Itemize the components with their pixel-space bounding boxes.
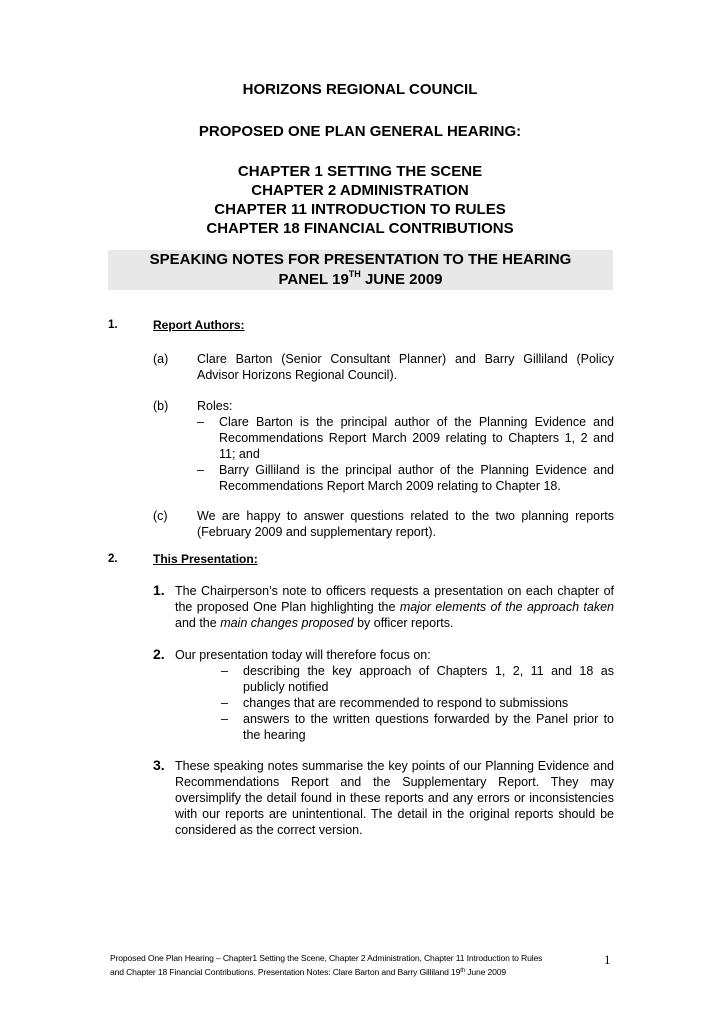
item-b-label: (b) xyxy=(153,399,169,413)
section-2-number: 2. xyxy=(108,553,118,565)
item-c-text: We are happy to answer questions related to the two planning reports (February 2009 and supplementary report). xyxy=(197,509,614,539)
section-1-title: Report Authors: xyxy=(153,318,245,332)
speaking-notes-banner xyxy=(108,250,613,290)
chapter-title-1: CHAPTER 1 SETTING THE SCENE xyxy=(237,163,483,180)
list-item: – changes that are recommended to respond to submissions xyxy=(221,696,569,710)
footer-line-2: and Chapter 18 Financial Contributions. Presentation Notes: Clare Barton and Barry Gilliland 19th June 2009 xyxy=(110,967,506,977)
para-3-number: 3. xyxy=(153,757,165,773)
chapter-title-2: CHAPTER 2 ADMINISTRATION xyxy=(251,182,469,199)
chapter-title-3: CHAPTER 11 INTRODUCTION TO RULES xyxy=(214,201,506,218)
para-2-number: 2. xyxy=(153,646,165,662)
roles-heading: Roles: xyxy=(197,399,233,413)
para-2-text: Our presentation today will therefore focus on: xyxy=(175,648,431,662)
page-number: 1 xyxy=(604,952,611,967)
banner-line-2: PANEL 19TH JUNE 2009 xyxy=(278,269,443,288)
org-title: HORIZONS REGIONAL COUNCIL xyxy=(242,81,478,98)
list-item: – Clare Barton is the principal author of the Planning Evidence and Recommendations Report March 2009 relating to Chapters 1, 2 and 11; and xyxy=(197,415,614,461)
hearing-title: PROPOSED ONE PLAN GENERAL HEARING: xyxy=(198,123,522,140)
item-c-label: (c) xyxy=(153,509,168,523)
footer-line-1: Proposed One Plan Hearing – Chapter1 Setting the Scene, Chapter 2 Administration, Chapter 11 Introduction to Rules xyxy=(110,953,543,963)
para-2-list xyxy=(221,663,614,743)
chapter-title-4: CHAPTER 18 FINANCIAL CONTRIBUTIONS xyxy=(206,220,514,237)
para-1-text: The Chairperson’s note to officers requests a presentation on each chapter of the proposed One Plan highlighting the major elements of the approach taken and the main changes proposed by officer reports. xyxy=(175,584,614,630)
item-b-block xyxy=(197,398,614,494)
banner-line-1: SPEAKING NOTES FOR PRESENTATION TO THE HEARING xyxy=(149,251,572,268)
page-footer xyxy=(110,951,585,979)
list-item: – answers to the written questions forwarded by the Panel prior to the hearing xyxy=(221,712,614,742)
section-2-title: This Presentation: xyxy=(153,552,258,566)
para-1-number: 1. xyxy=(153,582,165,598)
item-a-label: (a) xyxy=(153,352,169,366)
item-a-text: Clare Barton (Senior Consultant Planner) and Barry Gilliland (Policy Advisor Horizons Regional Council). xyxy=(197,352,614,382)
para-3-text: These speaking notes summarise the key points of our Planning Evidence and Recommendations Report and the Supplementary Report. They may oversimplify the detail found in these reports and any errors or inconsistencies with our reports are unintentional. The detail in the original reports should be considered as the correct version. xyxy=(175,759,614,837)
list-item: – describing the key approach of Chapters 1, 2, 11 and 18 as publicly notified xyxy=(221,664,614,694)
list-item: – Barry Gilliland is the principal author of the Planning Evidence and Recommendations Report March 2009 relating to Chapter 18. xyxy=(197,463,614,493)
section-1-number: 1. xyxy=(108,319,118,331)
